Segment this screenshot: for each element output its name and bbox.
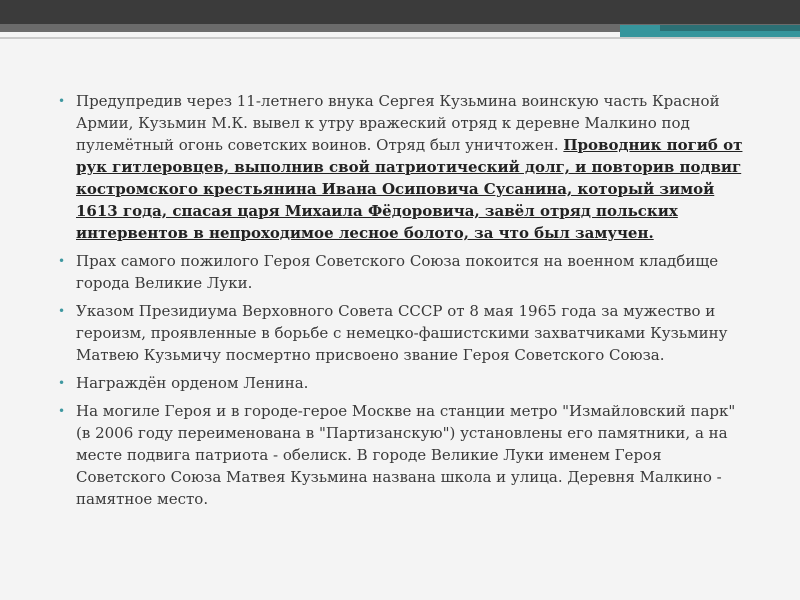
bullet-icon: • [58,94,66,108]
header-divider [0,37,800,39]
list-item [54,400,744,510]
bullet-icon: • [58,304,66,318]
bullet-list [54,90,744,510]
bullet-icon: • [58,376,66,390]
list-item [54,90,744,244]
list-item-text: На могиле Героя и в городе-герое Москве на станции метро "Измайловский парк" (в 2006 году переименована в "Партизанскую") установлены его памятники, а на месте подвига патриота - обелиск. В городе Великие Луки именем Героя Советского Союза Матвея Кузьмина названа школа и улица. Деревня Малкино - памятное место. [76,402,736,508]
bullet-icon: • [58,254,66,268]
bullet-icon: • [58,404,66,418]
list-item-text: Прах самого пожилого Героя Советского Союза покоится на военном кладбище города Великие Луки. [76,252,719,292]
list-item [54,250,744,294]
list-item-text: Указом Президиума Верховного Совета СССР от 8 мая 1965 года за мужество и героизм, проявленные в борьбе с немецко-фашистскими захватчиками Кузьмину Матвею Кузьмичу посмертно присвоено звание Героя Советского Союза. [76,302,728,364]
list-item-text: Предупредив через 11-летнего внука Сергея Кузьмина воинскую часть Красной Армии, Кузьмин М.К. вывел к утру вражеский отряд к деревне Малкино под пулемётный огонь советских воинов. Отряд был уничтожен. [76,92,720,154]
slide-content [54,90,744,516]
list-item [54,372,744,394]
list-item [54,300,744,366]
list-item-emphasis: Проводник погиб от рук гитлеровцев, выполнив свой патриотический долг, и повторив подвиг костромского крестьянина Ивана Осиповича Сусанина, который зимой 1613 года, спасая царя Михаила Фёдоровича, завёл отряд польских интервентов в непроходимое лесное болото, за что был замучен. [76,136,743,242]
list-item-text: Награждён орденом Ленина. [76,374,309,392]
header-bar [0,0,800,24]
teal-accent-dark-bar [660,25,800,31]
